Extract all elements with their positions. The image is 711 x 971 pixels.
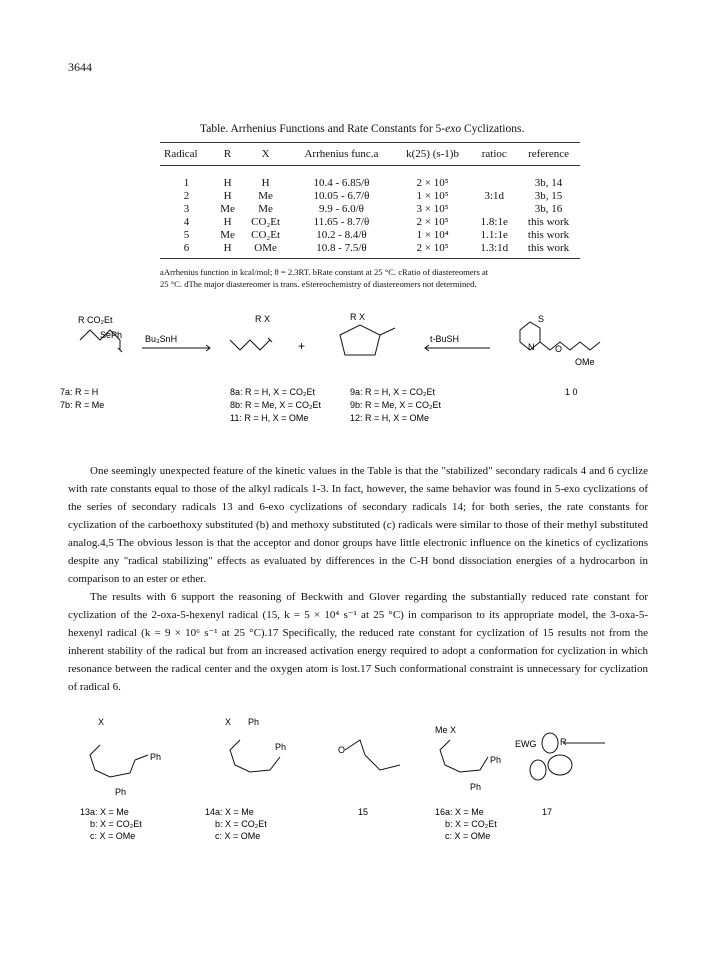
rate-constants-table — [160, 142, 580, 259]
cell-reference: this work — [527, 228, 570, 241]
compound-label: 7a: R = H — [60, 387, 99, 397]
cell-r: H — [213, 241, 242, 259]
table-title — [200, 123, 524, 135]
compound-label: 13a: X = Me — [80, 807, 129, 817]
table-title-suffix: Cyclizations. — [461, 123, 525, 135]
compound-label: 17 — [542, 807, 553, 817]
atom-label: O — [338, 745, 346, 755]
header-k25: k(25) (s-1)b — [394, 143, 472, 166]
table-row — [160, 241, 580, 259]
cell-radical: 5 — [183, 228, 190, 241]
atom-label: Ph — [470, 782, 482, 792]
cell-k25: 2 × 10⁵ — [394, 241, 472, 259]
atom-label: Ph — [248, 717, 260, 727]
cell-x: Me — [258, 202, 273, 215]
cell-r: Me — [220, 202, 235, 215]
cell-k25: 3 × 10⁵ — [416, 202, 449, 215]
compound-label: c: X = OMe — [445, 831, 491, 841]
cell-k25: 2 × 10⁵ — [416, 176, 449, 189]
atom-label: X — [225, 717, 232, 727]
cell-ratio: 1.8:1e — [480, 215, 508, 228]
cell-k25: 2 × 10⁵ — [416, 215, 449, 228]
cell-arrhenius: 10.2 - 8.4/θ — [316, 228, 367, 241]
radical-17-structure — [530, 733, 605, 780]
compound-label: 8a: R = H, X = CO₂Et — [230, 387, 316, 397]
table-header-row — [160, 143, 580, 166]
compound-label: 11: R = H, X = OMe — [230, 413, 309, 423]
compound-label: c: X = OMe — [90, 831, 136, 841]
compound-label: 14a: X = Me — [205, 807, 254, 817]
radical-8-structure — [230, 338, 272, 350]
compound-label: 15 — [358, 807, 369, 817]
paragraph: One seemingly unexpected feature of the kinetic values in the Table is that the "stabilized" secondary radicals 4 and 6 cyclize with rate constants equal to those of the alkyl radicals 1-3. In fact, however, the same behavior was found in 5-exo cyclizations of the series of secondary radicals 13 and 6-exo cyclizations of secondary radicals 14; for both series, the rate constants for cyclization of the carboethoxy substituted (b) and methoxy substituted (c) radicals were similar to those of their methyl substituted analog.4,5 The obvious lesson is that the acceptor and donor groups have little electronic influence on the kinetics of cyclizations despite any "radical stabilizing" effects as evaluated by differences in the C-H bond dissociation energies of a hydrocarbon in comparison to an ester or ether. — [68, 465, 648, 585]
compound-label: b: X = CO₂Et — [90, 819, 142, 829]
cell-arrhenius: 10.4 - 6.85/θ — [313, 176, 370, 189]
atom-label: X — [98, 717, 105, 727]
footnote-line: aArrhenius function in kcal/mol; θ = 2.3RT. bRate constant at 25 °C. cRatio of diastereomers at — [160, 267, 489, 277]
cell-reference: this work — [527, 215, 570, 228]
paragraph: The results with 6 support the reasoning of Beckwith and Glover regarding the substantially reduced rate constant for cyclization of the 2-oxa-5-hexenyl radical (15, k = 5 × 10⁴ s⁻¹ at 25 °C) in comparison to its appropriate model, the 3-oxa-5-hexenyl radical (k = 9 × 10⁶ s⁻¹ at 25 °C).17 Specifically, the reduced rate constant for cyclization of 15 results not from the inherent stability of the radical but from an increased activation energy required to adopt a conformation for cyclization in which resonance between the radical center and the oxygen atom is lost.17 Such conformational constraint is unnecessary for cyclization of radical 6. — [68, 591, 648, 693]
cell-reference: 3b, 16 — [534, 202, 563, 215]
table-row — [160, 189, 580, 202]
table-row — [160, 215, 580, 228]
radical-16-structure — [440, 740, 488, 772]
atom-label: R X — [350, 312, 366, 322]
atom-label: OMe — [575, 357, 595, 367]
table-row — [160, 166, 580, 190]
cell-ratio — [471, 202, 517, 215]
cell-k25: 1 × 10⁵ — [416, 189, 449, 202]
cell-arrhenius: 10.05 - 6.7/θ — [313, 189, 370, 202]
header-arrhenius: Arrhenius func.a — [289, 143, 394, 166]
cell-reference: 3b, 15 — [534, 189, 563, 202]
cell-ratio — [471, 166, 517, 190]
atom-label: Ph — [150, 752, 162, 762]
atom-label: Ph — [490, 755, 502, 765]
footnote-line: 25 °C. dThe major diastereomer is trans. eStereochemistry of diastereomers not determined. — [160, 279, 477, 289]
cell-r: Me — [220, 228, 235, 241]
table-row — [160, 228, 580, 241]
header-ratio: ratioc — [471, 143, 517, 166]
cell-radical: 2 — [183, 189, 190, 202]
plus-sign: + — [298, 339, 306, 353]
radicals-scheme — [60, 715, 660, 850]
cell-x: CO₂Et — [251, 215, 281, 228]
cell-ratio: 1.3:1d — [471, 241, 517, 259]
compound-label: 9a: R = H, X = CO₂Et — [350, 387, 436, 397]
atom-label: Ph — [115, 787, 127, 797]
cell-reference: 3b, 14 — [534, 176, 563, 189]
compound-label: 1 0 — [565, 387, 578, 397]
radical-9-structure — [340, 325, 395, 355]
table-row — [160, 202, 580, 215]
table-title-prefix: Table. Arrhenius Functions and Rate Constants for 5- — [200, 123, 446, 135]
cell-arrhenius: 10.8 - 7.5/θ — [289, 241, 394, 259]
cell-radical: 1 — [183, 176, 190, 189]
cell-r: H — [223, 189, 232, 202]
radical-14-structure — [230, 740, 280, 772]
radical-13-structure — [90, 745, 148, 777]
header-r: R — [213, 143, 242, 166]
cell-x: OMe — [242, 241, 289, 259]
cell-x: CO₂Et — [251, 228, 281, 241]
atom-label: N — [528, 342, 535, 352]
atom-label: Ph — [275, 742, 287, 752]
table-footnotes — [160, 266, 580, 290]
compound-label: 8b: R = Me, X = CO₂Et — [230, 400, 322, 410]
atom-label: R X — [255, 314, 271, 324]
cell-ratio: 1.1:1e — [480, 228, 508, 241]
header-reference: reference — [517, 143, 580, 166]
radical-15-structure — [345, 740, 400, 770]
cell-ratio: 3:1d — [484, 189, 505, 202]
atom-label: R — [560, 737, 567, 747]
cell-k25: 1 × 10⁴ — [416, 228, 449, 241]
header-x: X — [242, 143, 289, 166]
atom-label: SePh — [100, 330, 123, 340]
compound-label: 7b: R = Me — [60, 400, 105, 410]
cell-r: H — [223, 215, 232, 228]
header-radical: Radical — [160, 143, 213, 166]
cell-r: H — [223, 176, 232, 189]
cell-radical: 6 — [160, 241, 213, 259]
atom-label: S — [538, 314, 545, 324]
reaction-scheme — [60, 310, 660, 460]
table-title-italic: exo — [445, 123, 462, 135]
cell-radical: 4 — [183, 215, 190, 228]
atom-label: EWG — [515, 739, 537, 749]
atom-label: O — [555, 344, 563, 354]
atom-label: Me X — [435, 725, 457, 735]
compound-label: b: X = CO₂Et — [215, 819, 267, 829]
page-number: 3644 — [68, 60, 92, 74]
cell-reference: this work — [517, 241, 580, 259]
cell-arrhenius: 11.65 - 8.7/θ — [313, 215, 370, 228]
compound-label: 16a: X = Me — [435, 807, 484, 817]
atom-label: R CO₂Et — [78, 315, 113, 325]
compound-label: 12: R = H, X = OMe — [350, 413, 430, 423]
compound-label: 9b: R = Me, X = CO₂Et — [350, 400, 442, 410]
reagent-label: Bu₃SnH — [145, 334, 178, 344]
reagent-label: t-BuSH — [430, 334, 460, 344]
cell-x: Me — [258, 189, 273, 202]
compound-label: b: X = CO₂Et — [445, 819, 497, 829]
cell-radical: 3 — [183, 202, 190, 215]
cell-x: H — [261, 176, 270, 189]
compound-label: c: X = OMe — [215, 831, 261, 841]
cell-arrhenius: 9.9 - 6.0/θ — [318, 202, 364, 215]
body-text — [68, 462, 648, 696]
